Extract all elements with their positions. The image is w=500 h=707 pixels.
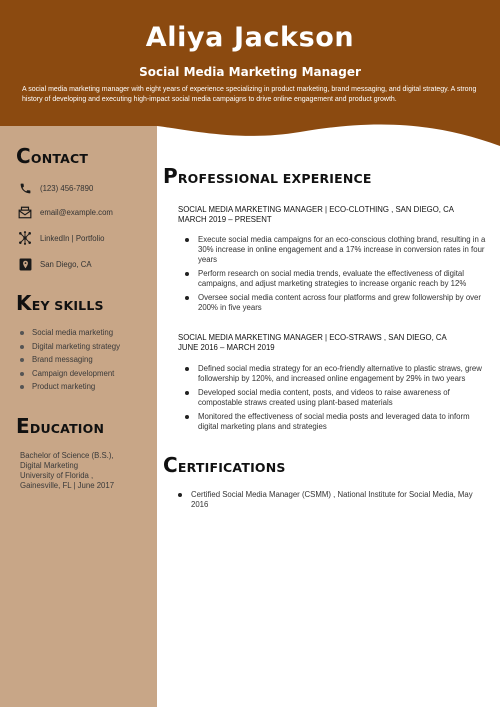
list-item: Product marketing [20, 382, 120, 396]
skills-list [20, 328, 120, 396]
contact-phone [16, 179, 93, 197]
job-title-line: SOCIAL MEDIA MARKETING MANAGER | ECO-CLOTHING , SAN DIEGO, CA [178, 205, 454, 214]
education-line: University of Florida , [20, 471, 94, 480]
education-heading [16, 414, 104, 438]
job-1-header [178, 205, 454, 225]
list-item: Developed social media content, posts, and videos to raise awareness of compostable straws created using plant-based materials [185, 388, 490, 408]
experience-heading-cap: P [163, 164, 178, 188]
contact-heading-rest: ONTACT [30, 151, 89, 166]
education-line: Digital Marketing [20, 461, 79, 470]
phone-text: (123) 456-7890 [40, 183, 94, 193]
certifications-heading [163, 453, 286, 477]
education-line: Bachelor of Science (B.S.), [20, 451, 114, 460]
list-item: Defined social media strategy for an eco-friendly alternative to plastic straws, grew followership by 120%, and increased online engagement by 29% in two years [185, 364, 490, 384]
list-item: Social media marketing [20, 328, 120, 342]
skills-heading-cap: K [16, 291, 32, 315]
list-item: Monitored the effectiveness of social media posts and leveraged data to inform digital marketing plans and strategies [185, 412, 490, 432]
education-details [20, 451, 150, 491]
certifications-heading-cap: C [163, 453, 178, 477]
list-item: Perform research on social media trends, evaluate the effectiveness of digital campaigns, and adjust marketing strategies to increase organic reach by 12% [185, 269, 490, 289]
contact-links [16, 229, 104, 247]
certifications-heading-rest: ERTIFICATIONS [177, 460, 286, 475]
location-text: San Diego, CA [40, 259, 92, 269]
phone-icon [16, 179, 34, 197]
contact-email [16, 203, 113, 221]
contact-location [16, 255, 92, 273]
job-2-bullets [185, 364, 490, 436]
experience-heading [163, 164, 372, 188]
experience-heading-rest: ROFESSIONAL EXPERIENCE [177, 171, 372, 186]
job-2-header [178, 333, 447, 353]
network-icon [16, 229, 34, 247]
skills-heading [16, 291, 104, 315]
education-line: Gainesville, FL | June 2017 [20, 481, 115, 490]
candidate-role: Social Media Marketing Manager [139, 65, 361, 79]
education-heading-cap: E [16, 414, 30, 438]
education-heading-rest: DUCATION [29, 421, 105, 436]
candidate-name: Aliya Jackson [145, 22, 355, 53]
job-1-bullets [185, 235, 490, 317]
mail-icon [16, 203, 34, 221]
list-item: Digital marketing strategy [20, 342, 120, 356]
list-item: Execute social media campaigns for an eco-conscious clothing brand, resulting in a 30% increase in online engagement and a 17% increase in conversion rates in four years [185, 235, 490, 265]
job-dates: JUNE 2016 – MARCH 2019 [178, 343, 275, 352]
job-title-line: SOCIAL MEDIA MARKETING MANAGER | ECO-STRAWS , SAN DIEGO, CA [178, 333, 447, 342]
location-icon [16, 255, 34, 273]
certifications-list [178, 490, 490, 510]
list-item: Certified Social Media Manager (CSMM) , National Institute for Social Media, May 2016 [178, 490, 490, 510]
email-text: email@example.com [40, 207, 113, 217]
list-item: Oversee social media content across four platforms and grew followership by over 200% in five years [185, 293, 490, 313]
contact-heading [16, 144, 88, 168]
job-dates: MARCH 2019 – PRESENT [178, 215, 272, 224]
list-item: Campaign development [20, 369, 120, 383]
summary-text: A social media marketing manager with eight years of experience specializing in product marketing, brand messaging, and digital strategy. A strong history of developing and executing high-impact social media campaigns to drive online engagement and product growth. [22, 86, 477, 103]
links-text: LinkedIn | Portfolio [40, 233, 105, 243]
list-item: Brand messaging [20, 355, 120, 369]
contact-heading-cap: C [16, 144, 31, 168]
skills-heading-rest: EY SKILLS [31, 298, 104, 313]
